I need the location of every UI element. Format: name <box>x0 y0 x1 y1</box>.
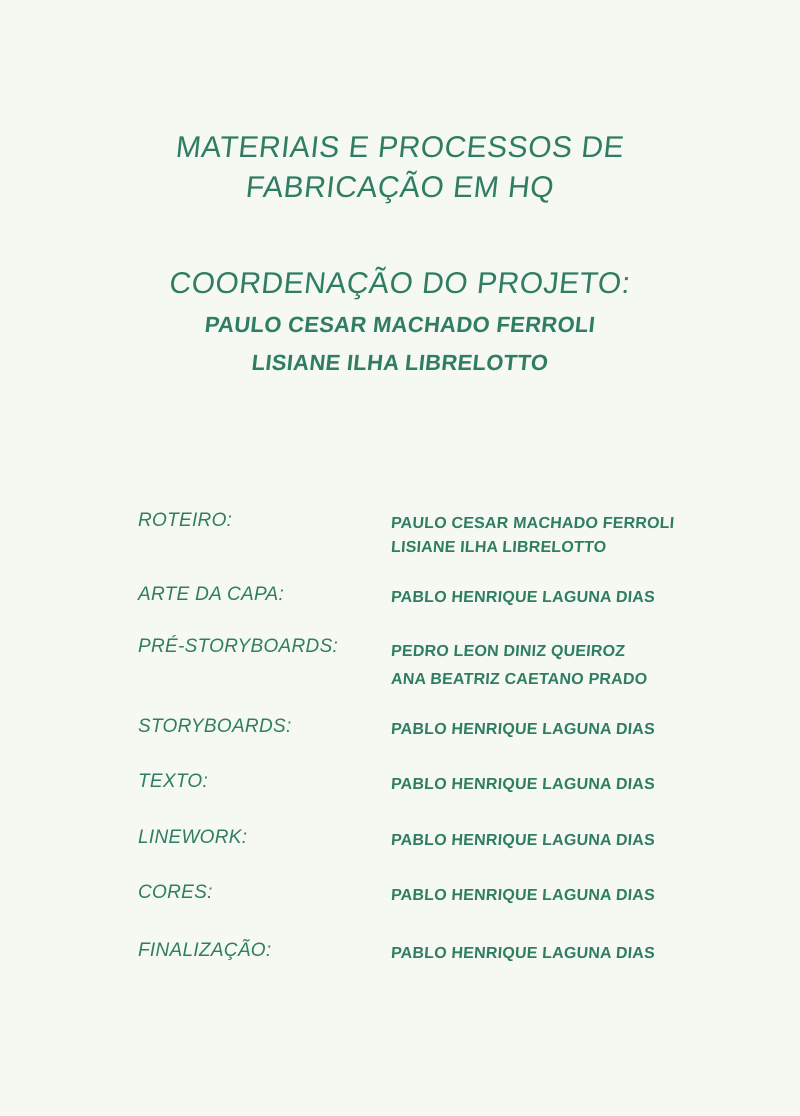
credit-name: ANA BEATRIZ CAETANO PRADO <box>390 671 648 688</box>
credit-name: PABLO HENRIQUE LAGUNA DIAS <box>390 589 656 606</box>
credit-names <box>391 586 655 610</box>
project-coordination <box>0 262 800 382</box>
credit-role: ARTE DA CAPA: <box>138 584 285 605</box>
credit-name: PAULO CESAR MACHADO FERROLI <box>390 515 675 532</box>
credit-role: PRÉ-STORYBOARDS: <box>138 636 339 657</box>
credit-names <box>391 942 655 966</box>
book-title-line-1: MATERIAIS E PROCESSOS DE <box>174 131 626 164</box>
credit-name: PABLO HENRIQUE LAGUNA DIAS <box>390 887 656 904</box>
credit-names <box>391 718 655 742</box>
coordinator-name: LISIANE ILHA LIBRELOTTO <box>250 350 550 375</box>
credit-names <box>391 638 647 694</box>
coordinator-name: PAULO CESAR MACHADO FERROLI <box>203 312 597 337</box>
credit-names <box>391 884 655 908</box>
book-title <box>0 128 800 208</box>
credit-names <box>391 773 655 797</box>
credit-name: PEDRO LEON DINIZ QUEIROZ <box>390 643 626 660</box>
book-title-line-2: FABRICAÇÃO EM HQ <box>244 171 556 204</box>
credit-role: FINALIZAÇÃO: <box>138 940 272 961</box>
credit-name: PABLO HENRIQUE LAGUNA DIAS <box>390 776 656 793</box>
credit-role: STORYBOARDS: <box>138 716 292 737</box>
coordination-heading: COORDENAÇÃO DO PROJETO: <box>167 267 633 300</box>
credit-name: PABLO HENRIQUE LAGUNA DIAS <box>390 832 656 849</box>
credit-role: LINEWORK: <box>138 827 248 848</box>
credit-names <box>391 512 674 560</box>
credit-names <box>391 829 655 853</box>
credit-role: ROTEIRO: <box>138 510 233 531</box>
credit-name: PABLO HENRIQUE LAGUNA DIAS <box>390 945 656 962</box>
credit-name: PABLO HENRIQUE LAGUNA DIAS <box>390 721 656 738</box>
credit-role: CORES: <box>138 882 213 903</box>
credit-name: LISIANE ILHA LIBRELOTTO <box>390 539 607 556</box>
credit-role: TEXTO: <box>138 771 209 792</box>
